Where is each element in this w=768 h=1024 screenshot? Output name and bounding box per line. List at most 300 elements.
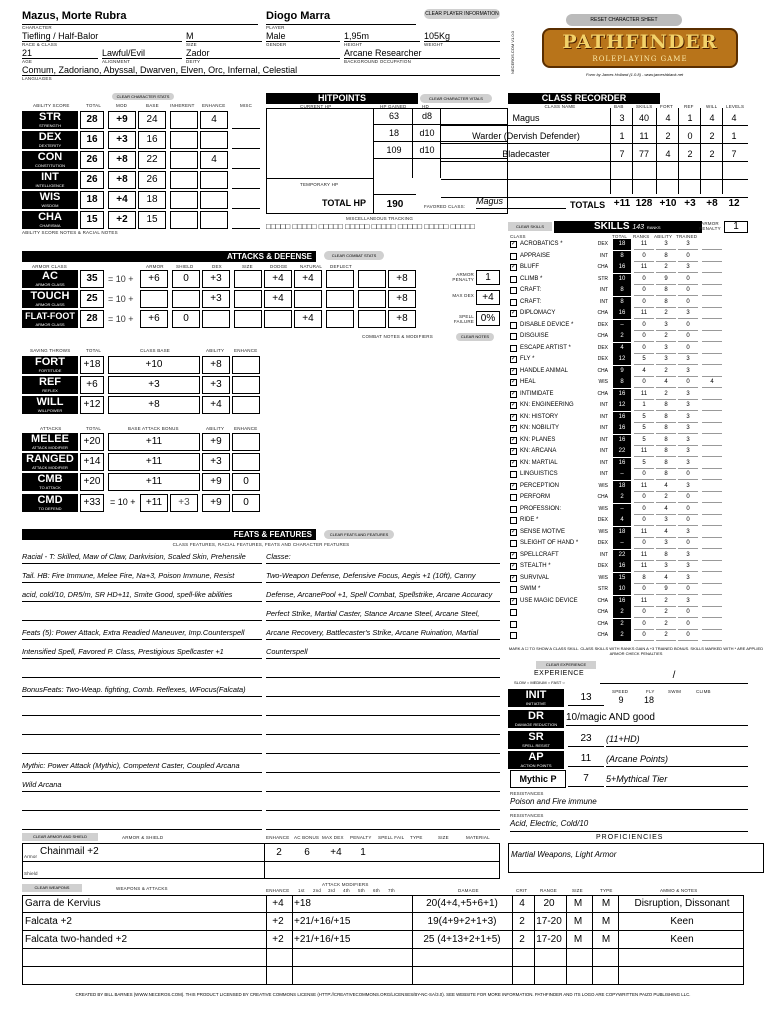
max-dex-value[interactable]: +4 bbox=[476, 290, 500, 305]
checked-checkbox-icon[interactable]: ✓ bbox=[511, 379, 517, 385]
ac-dex[interactable]: +3 bbox=[202, 270, 230, 288]
feature-line[interactable] bbox=[266, 793, 500, 811]
class-skills-row[interactable]: 77 bbox=[638, 149, 649, 159]
feature-line[interactable]: Perfect Strike, Martial Caster, Stance Arcane Steel, Arcane Steel, bbox=[266, 603, 500, 621]
skill-row[interactable]: ✓ PERCEPTION WIS 18 11 4 3 bbox=[508, 481, 764, 492]
flat-natural[interactable]: +4 bbox=[294, 310, 322, 328]
flat-size[interactable] bbox=[234, 310, 262, 328]
total-hp-value[interactable]: 190 bbox=[374, 194, 416, 214]
feat-line[interactable]: Intensified Spell, Favored P. Class, Prestigious Spellcaster +1 bbox=[22, 641, 262, 659]
clear-weapons-button[interactable]: CLEAR WEAPONS bbox=[22, 884, 82, 892]
skill-row[interactable]: ✓ SURVIVAL WIS 15 8 4 3 bbox=[508, 573, 764, 584]
checkbox-icon[interactable] bbox=[510, 506, 517, 513]
ability-con-enhance[interactable]: 4 bbox=[200, 151, 228, 169]
class-ref-row[interactable]: 1 bbox=[687, 113, 693, 123]
checkbox-icon[interactable] bbox=[510, 609, 517, 616]
feature-line[interactable] bbox=[266, 812, 500, 830]
checked-checkbox-icon[interactable]: ✓ bbox=[511, 459, 517, 466]
feat-line[interactable] bbox=[22, 660, 262, 678]
resist1-value[interactable]: Poison and Fire immune bbox=[510, 797, 748, 810]
attack-melee-base[interactable]: +11 bbox=[108, 433, 200, 451]
attack-melee-ability[interactable]: +9 bbox=[202, 433, 230, 451]
size-field[interactable]: M bbox=[186, 31, 262, 42]
checked-checkbox-icon[interactable]: ✓ bbox=[511, 563, 517, 569]
feat-line[interactable]: Racial - T: Skilled, Maw of Claw, Darkvision, Scaled Skin, Prehensile bbox=[22, 546, 262, 564]
ability-wis-mod[interactable]: +4 bbox=[108, 191, 136, 209]
class-bab-row[interactable]: 7 bbox=[619, 149, 625, 159]
class-fort-row[interactable]: 4 bbox=[665, 149, 671, 159]
attack-ranged-ability[interactable]: +3 bbox=[202, 453, 230, 471]
ability-cha-inherent[interactable] bbox=[170, 211, 198, 229]
hd-row[interactable]: d10 bbox=[419, 145, 435, 155]
ability-con-misc[interactable] bbox=[232, 151, 260, 169]
proficiencies-field[interactable]: Martial Weapons, Light Armor bbox=[508, 843, 764, 873]
skill-row[interactable]: ✓ HEAL WIS 8 0 4 0 4 bbox=[508, 377, 764, 388]
cmd-total[interactable]: +33 bbox=[80, 494, 104, 512]
feature-line[interactable]: Counterspell bbox=[266, 641, 500, 659]
character-name-field[interactable]: Mazus, Morte Rubra bbox=[22, 10, 258, 25]
skill-row[interactable]: ✓ FLY * DEX 12 5 3 3 bbox=[508, 354, 764, 365]
attack-iteration-header: 6th bbox=[373, 888, 380, 893]
gender-field[interactable]: Male bbox=[266, 31, 340, 42]
feat-line[interactable] bbox=[22, 812, 262, 830]
checked-checkbox-icon[interactable]: ✓ bbox=[511, 425, 517, 431]
attack-cmb-base[interactable]: +11 bbox=[108, 473, 200, 491]
class-skills-row[interactable]: 11 bbox=[639, 131, 649, 141]
init-value[interactable]: 13 bbox=[568, 690, 604, 706]
weight-field[interactable]: 105Kg bbox=[424, 31, 500, 42]
save-ref-base[interactable]: +3 bbox=[108, 376, 200, 394]
ability-str-base[interactable]: 24 bbox=[138, 111, 166, 129]
weapon-row[interactable]: Garra de Kervius +4 +18 20(4+4,+5+6+1) 4 20 M M Disruption, Dissonant bbox=[22, 895, 744, 913]
mythic-note[interactable]: 5+Mythical Tier bbox=[606, 771, 748, 787]
touch-shield[interactable] bbox=[172, 290, 200, 308]
weapon-col-divider bbox=[566, 895, 567, 985]
checked-checkbox-icon[interactable]: ✓ bbox=[511, 574, 517, 581]
touch-natural[interactable] bbox=[294, 290, 322, 308]
flat-misc[interactable]: +8 bbox=[388, 310, 416, 328]
feature-line[interactable] bbox=[266, 736, 500, 754]
height-field[interactable]: 1,95m bbox=[344, 31, 420, 42]
weapon-row[interactable] bbox=[22, 967, 744, 985]
armor-enhance[interactable]: 2 bbox=[276, 847, 282, 858]
skill-row[interactable]: ✓ DIPLOMACY CHA 16 11 2 3 bbox=[508, 308, 764, 319]
ap-note[interactable]: (Arcane Points) bbox=[606, 751, 748, 767]
saves-header: SAVING THROWS bbox=[30, 348, 71, 353]
armor-col-header: MATERIAL bbox=[466, 835, 490, 840]
skill-row[interactable]: ✓ INTIMIDATE CHA 16 11 2 3 bbox=[508, 389, 764, 400]
clear-feats-button[interactable]: CLEAR FEATS AND FEATURES bbox=[324, 530, 394, 539]
ability-int-base[interactable]: 26 bbox=[138, 171, 166, 189]
ac-armor[interactable]: +6 bbox=[140, 270, 168, 288]
feat-line[interactable]: Tail. HB: Fire Immune, Melee Fire, Na+3, Poison Immune, Resist bbox=[22, 565, 262, 583]
touch-total[interactable]: 25 bbox=[80, 290, 104, 308]
attack-ranged-label: RANGED ATTACK MODIFIER bbox=[22, 453, 78, 471]
checkbox-icon[interactable] bbox=[510, 621, 517, 628]
attack-cmb-enhance[interactable]: 0 bbox=[232, 473, 260, 491]
armor-name[interactable]: Chainmail +2 bbox=[40, 846, 99, 857]
attack-ranged-enhance[interactable] bbox=[232, 453, 260, 471]
checked-checkbox-icon[interactable]: ✓ bbox=[511, 310, 517, 316]
feature-line[interactable]: Classe: bbox=[266, 546, 500, 564]
armor-penalty[interactable]: 1 bbox=[360, 847, 366, 858]
class-name-row[interactable]: Magus bbox=[512, 113, 540, 123]
ability-wis-base[interactable]: 18 bbox=[138, 191, 166, 209]
skill-row[interactable]: ✓ SENSE MOTIVE WIS 18 11 4 3 bbox=[508, 527, 764, 538]
checkbox-icon[interactable] bbox=[510, 494, 517, 501]
skill-row[interactable]: CLIMB * STR 10 0 9 0 bbox=[508, 274, 764, 285]
flat-deflect[interactable] bbox=[326, 310, 354, 328]
ac-label-block: AC ARMOR CLASS bbox=[22, 270, 78, 288]
ac-shield[interactable]: 0 bbox=[172, 270, 200, 288]
checked-checkbox-icon[interactable]: ✓ bbox=[511, 436, 517, 443]
checked-checkbox-icon[interactable]: ✓ bbox=[511, 402, 517, 408]
experience-field[interactable]: / bbox=[600, 670, 748, 684]
clear-skills-button[interactable]: CLEAR SKILLS bbox=[508, 222, 552, 231]
skill-row[interactable]: DISGUISE CHA 2 0 2 0 bbox=[508, 331, 764, 342]
feature-line[interactable] bbox=[266, 774, 500, 792]
ac-size[interactable] bbox=[234, 270, 262, 288]
checkbox-icon[interactable] bbox=[510, 345, 517, 352]
weapon-row[interactable]: Falcata +2 +2 +21/+16/+15 19(4+9+2+1+3) 2 17-20 M M Keen bbox=[22, 913, 744, 931]
feat-line[interactable] bbox=[22, 736, 262, 754]
checked-checkbox-icon[interactable]: ✓ bbox=[511, 413, 517, 420]
feat-line[interactable] bbox=[22, 717, 262, 735]
sr-value[interactable]: 23 bbox=[568, 731, 604, 747]
ability-wis-inherent[interactable] bbox=[170, 191, 198, 209]
feat-line[interactable]: Feats (5): Power Attack, Extra Readied Maneuver, Imp.Counterspell bbox=[22, 622, 262, 640]
alignment-field[interactable]: Lawful/Evil bbox=[102, 48, 182, 59]
save-ref-enhance[interactable] bbox=[232, 376, 260, 394]
alignment-label: ALIGNMENT bbox=[102, 59, 131, 64]
skills-armor-penalty-value[interactable]: 1 bbox=[724, 221, 748, 233]
background-field[interactable]: Arcane Researcher bbox=[344, 48, 500, 59]
class-fort-row[interactable]: 4 bbox=[665, 113, 671, 123]
cmd-str[interactable]: +9 bbox=[202, 494, 230, 512]
ability-dex-misc[interactable] bbox=[232, 131, 260, 149]
feature-line[interactable] bbox=[266, 717, 500, 735]
class-skills-row[interactable]: 40 bbox=[638, 113, 649, 123]
ability-cha-misc[interactable] bbox=[232, 211, 260, 229]
ability-cha-total[interactable]: 15 bbox=[80, 211, 104, 229]
class-bab-row[interactable]: 1 bbox=[619, 131, 625, 141]
hd-row[interactable]: d10 bbox=[419, 128, 435, 138]
class-bab-row[interactable]: 3 bbox=[619, 113, 625, 123]
touch-misc[interactable]: +8 bbox=[388, 290, 416, 308]
skill-row[interactable]: ✓ KN: ENGINEERING INT 12 1 8 3 bbox=[508, 400, 764, 411]
attack-melee-total[interactable]: +20 bbox=[80, 433, 104, 451]
ability-score-header: ABILITY SCORE bbox=[33, 103, 70, 108]
player-name-field[interactable]: Diogo Marra bbox=[266, 10, 416, 25]
totals-label: TOTALS bbox=[570, 200, 606, 210]
armor-ac-bonus[interactable]: 6 bbox=[304, 847, 310, 858]
feat-line[interactable]: Wild Arcana bbox=[22, 774, 262, 792]
checkbox-icon[interactable] bbox=[510, 586, 517, 593]
favored-class-field[interactable]: Magus bbox=[476, 196, 566, 209]
ac-total[interactable]: 35 bbox=[80, 270, 104, 288]
save-ref-total[interactable]: +6 bbox=[80, 376, 104, 394]
attack-mods-header: ATTACK MODIFIERS bbox=[322, 882, 369, 887]
ac-deflect[interactable] bbox=[326, 270, 354, 288]
favored-class-label: FAVORED CLASS: bbox=[424, 204, 466, 209]
skill-row[interactable]: CRAFT: INT 8 0 8 0 bbox=[508, 297, 764, 308]
skill-row[interactable]: ✓ SPELLCRAFT INT 22 11 8 3 bbox=[508, 550, 764, 561]
checked-checkbox-icon[interactable]: ✓ bbox=[511, 482, 517, 489]
flat-armor[interactable]: +6 bbox=[140, 310, 168, 328]
feature-line[interactable]: Two-Weapon Defense, Defensive Focus, Aegis +1 (10ft), Canny bbox=[266, 565, 500, 583]
skill-row[interactable]: ✓ HANDLE ANIMAL CHA 9 4 2 3 bbox=[508, 366, 764, 377]
ability-con-inherent[interactable] bbox=[170, 151, 198, 169]
checked-checkbox-icon[interactable]: ✓ bbox=[511, 356, 517, 362]
class-col-divider bbox=[678, 108, 679, 194]
class-will-row[interactable]: 2 bbox=[709, 149, 715, 159]
class-levels-row[interactable]: 7 bbox=[731, 149, 737, 159]
ac-dodge[interactable]: +4 bbox=[264, 270, 292, 288]
checkbox-icon[interactable] bbox=[510, 517, 517, 524]
save-fort-enhance[interactable] bbox=[232, 356, 260, 374]
ability-con-base[interactable]: 22 bbox=[138, 151, 166, 169]
checked-checkbox-icon[interactable]: ✓ bbox=[511, 551, 517, 558]
skill-row[interactable]: ✓ KN: ARCANA INT 22 11 8 3 bbox=[508, 446, 764, 457]
skill-row[interactable]: ✓ KN: PLANES INT 16 5 8 3 bbox=[508, 435, 764, 446]
skill-row[interactable]: PROFESSION: WIS – 0 4 0 bbox=[508, 504, 764, 515]
clear-experience-button[interactable]: CLEAR EXPERIENCE bbox=[536, 661, 596, 669]
feature-line[interactable] bbox=[266, 755, 500, 773]
attack-ranged-base[interactable]: +11 bbox=[108, 453, 200, 471]
languages-field[interactable]: Comum, Zadoriano, Abyssal, Dwarven, Elven, Orc, Infernal, Celestial bbox=[22, 65, 500, 76]
experience-speed-options[interactable]: SLOW ○ MEDIUM ○ FAST ○ bbox=[514, 680, 565, 685]
current-hp-field[interactable] bbox=[266, 108, 374, 178]
checkbox-icon[interactable] bbox=[510, 333, 517, 340]
ability-str-enhance[interactable]: 4 bbox=[200, 111, 228, 129]
skill-row[interactable]: ✓ USE MAGIC DEVICE CHA 16 11 2 3 bbox=[508, 596, 764, 607]
touch-dodge[interactable]: +4 bbox=[264, 290, 292, 308]
checked-checkbox-icon[interactable]: ✓ bbox=[511, 241, 517, 247]
attack-melee-enhance[interactable] bbox=[232, 433, 260, 451]
ability-dex-enhance[interactable] bbox=[200, 131, 228, 149]
ability-dex-total[interactable]: 16 bbox=[80, 131, 104, 149]
clear-character-stats-button[interactable]: CLEAR CHARACTER STATS bbox=[112, 93, 174, 100]
feature-line[interactable] bbox=[266, 660, 500, 678]
clear-combat-button[interactable]: CLEAR COMBAT STATS bbox=[324, 251, 384, 260]
class-levels-row[interactable]: 4 bbox=[731, 113, 737, 123]
checkbox-icon[interactable] bbox=[510, 471, 517, 478]
skill-row[interactable]: ✓ ACROBATICS * DEX 18 11 3 3 bbox=[508, 239, 764, 250]
ability-wis-enhance[interactable] bbox=[200, 191, 228, 209]
skill-row[interactable]: PERFORM CHA 2 0 2 0 bbox=[508, 492, 764, 503]
skill-row[interactable]: DISABLE DEVICE * DEX – 0 3 0 bbox=[508, 320, 764, 331]
save-fort-total[interactable]: +18 bbox=[80, 356, 104, 374]
feature-line[interactable] bbox=[266, 698, 500, 716]
skill-row[interactable]: SWIM * STR 10 0 9 0 bbox=[508, 584, 764, 595]
flat-dex[interactable] bbox=[202, 310, 230, 328]
age-field[interactable]: 21 bbox=[22, 48, 98, 59]
race-field[interactable]: Tiefling / Half-Balor bbox=[22, 31, 182, 42]
feat-line[interactable]: Mythic: Power Attack (Mythic), Competent Caster, Coupled Arcana bbox=[22, 755, 262, 773]
ability-cha-mod[interactable]: +2 bbox=[108, 211, 136, 229]
misc-tracking-boxes[interactable]: □□□□□ □□□□□ □□□□□ □□□□□ □□□□□ □□□□□ □□□□□ □□□□□ bbox=[266, 222, 475, 231]
clear-player-button[interactable]: CLEAR PLAYER INFORMATION bbox=[425, 11, 499, 17]
touch-dex[interactable]: +3 bbox=[202, 290, 230, 308]
hp-gained-row[interactable]: 109 bbox=[386, 145, 402, 155]
hd-row[interactable]: d8 bbox=[421, 111, 432, 121]
feature-line[interactable]: Defense, ArcanePool +1, Spell Combat, Spellstrike, Arcane Accuracy bbox=[266, 584, 500, 602]
spell-failure-value[interactable]: 0% bbox=[476, 311, 500, 326]
ability-con-mod[interactable]: +8 bbox=[108, 151, 136, 169]
clear-armor-button[interactable]: CLEAR ARMOR AND SHIELD bbox=[22, 833, 98, 841]
checkbox-icon[interactable] bbox=[510, 632, 517, 639]
weapon-col-header: AMMO & NOTES bbox=[660, 888, 698, 893]
checkbox-icon[interactable] bbox=[510, 287, 517, 294]
checked-checkbox-icon[interactable]: ✓ bbox=[511, 390, 517, 397]
armor-max-dex[interactable]: +4 bbox=[330, 847, 342, 858]
skill-row[interactable]: ✓ KN: HISTORY INT 16 5 8 3 bbox=[508, 412, 764, 423]
current-hp-label: CURRENT HP bbox=[300, 104, 332, 109]
attack-cmb-ability[interactable]: +9 bbox=[202, 473, 230, 491]
sr-note[interactable]: (11+HD) bbox=[606, 731, 748, 747]
player-label: PLAYER bbox=[266, 25, 285, 30]
temp-hp-field[interactable] bbox=[266, 178, 374, 214]
skill-row[interactable]: ✓ KN: NOBILITY INT 16 5 8 3 bbox=[508, 423, 764, 434]
ability-con-total[interactable]: 26 bbox=[80, 151, 104, 169]
feature-line[interactable]: Arcane Recovery, Battlecaster's Strike, Arcane Ruination, Martial bbox=[266, 622, 500, 640]
speed-value[interactable]: 9 bbox=[618, 695, 624, 705]
ability-wis-total[interactable]: 18 bbox=[80, 191, 104, 209]
hp-gained-row[interactable]: 18 bbox=[388, 128, 399, 138]
skill-row[interactable]: ESCAPE ARTIST * DEX 4 0 3 0 bbox=[508, 343, 764, 354]
checked-checkbox-icon[interactable]: ✓ bbox=[511, 448, 517, 454]
class-will-row[interactable]: 2 bbox=[709, 131, 715, 141]
checkbox-icon[interactable] bbox=[510, 322, 517, 329]
clear-notes-button[interactable]: CLEAR NOTES bbox=[456, 333, 494, 341]
flat-shield[interactable]: 0 bbox=[172, 310, 200, 328]
cmd-dex[interactable]: +3 bbox=[170, 494, 198, 512]
flat-x1[interactable] bbox=[358, 310, 386, 328]
skill-row[interactable]: CHA 2 0 2 0 bbox=[508, 619, 764, 630]
feat-line[interactable] bbox=[22, 698, 262, 716]
checkbox-icon[interactable] bbox=[510, 253, 517, 260]
ability-cha-base[interactable]: 15 bbox=[138, 211, 166, 229]
armor-penalty-value[interactable]: 1 bbox=[476, 270, 500, 285]
checked-checkbox-icon[interactable]: ✓ bbox=[511, 597, 517, 604]
class-ref-row[interactable]: 2 bbox=[687, 149, 693, 159]
checked-checkbox-icon[interactable]: ✓ bbox=[511, 528, 517, 535]
attack-iteration-header: 4th bbox=[343, 888, 350, 893]
save-will-total[interactable]: +12 bbox=[80, 396, 104, 414]
class-ref-row[interactable]: 0 bbox=[687, 131, 693, 141]
ability-str-total[interactable]: 28 bbox=[80, 111, 104, 129]
class-name-row[interactable]: Warder (Dervish Defender) bbox=[472, 131, 580, 141]
skill-row[interactable]: RIDE * DEX 4 0 3 0 bbox=[508, 515, 764, 526]
ac-x1[interactable] bbox=[358, 270, 386, 288]
ability-cha-enhance[interactable] bbox=[200, 211, 228, 229]
feat-line[interactable]: acid, cold/10, DR5/m, SR HD+11, Smite Good, spell-like abilities bbox=[22, 584, 262, 602]
ac-natural[interactable]: +4 bbox=[294, 270, 322, 288]
feat-line[interactable] bbox=[22, 793, 262, 811]
skill-row[interactable]: ✓ KN: MARTIAL INT 16 5 8 3 bbox=[508, 458, 764, 469]
skill-row[interactable]: APPRAISE INT 8 0 8 0 bbox=[508, 251, 764, 262]
skill-row[interactable]: ✓ STEALTH * DEX 16 11 3 3 bbox=[508, 561, 764, 572]
hp-gained-row[interactable]: 63 bbox=[388, 111, 399, 121]
skill-row[interactable]: CHA 2 0 2 0 bbox=[508, 607, 764, 618]
save-fort-base[interactable]: +10 bbox=[108, 356, 200, 374]
ability-wis-misc[interactable] bbox=[232, 191, 260, 209]
flat-total[interactable]: 28 bbox=[80, 310, 104, 328]
attack-cmb-total[interactable]: +20 bbox=[80, 473, 104, 491]
fly-value[interactable]: 18 bbox=[643, 695, 654, 705]
save-will-ability[interactable]: +4 bbox=[202, 396, 230, 414]
ability-int-mod[interactable]: +8 bbox=[108, 171, 136, 189]
ap-value[interactable]: 11 bbox=[568, 751, 604, 767]
mythic-value[interactable]: 7 bbox=[568, 771, 604, 787]
skill-row[interactable]: SLEIGHT OF HAND * DEX – 0 3 0 bbox=[508, 538, 764, 549]
skill-row[interactable]: CRAFT: INT 8 0 8 0 bbox=[508, 285, 764, 296]
ability-str-mod[interactable]: +9 bbox=[108, 111, 136, 129]
clear-vitals-button[interactable]: CLEAR CHARACTER VITALS bbox=[420, 94, 492, 103]
attacks-bab-header: BASE ATTACK BONUS bbox=[128, 426, 179, 431]
ability-int-misc[interactable] bbox=[232, 171, 260, 189]
ability-dex-mod[interactable]: +3 bbox=[108, 131, 136, 149]
feature-line[interactable] bbox=[266, 679, 500, 697]
save-fort-ability[interactable]: +8 bbox=[202, 356, 230, 374]
cmd-extra[interactable]: 0 bbox=[232, 494, 260, 512]
class-levels-row[interactable]: 1 bbox=[731, 131, 737, 141]
skill-row[interactable]: LINGUISTICS INT – 0 8 0 bbox=[508, 469, 764, 480]
ability-dex-inherent[interactable] bbox=[170, 131, 198, 149]
ability-dex-base[interactable]: 16 bbox=[138, 131, 166, 149]
skill-row[interactable]: ✓ BLUFF CHA 16 11 2 3 bbox=[508, 262, 764, 273]
save-will-base[interactable]: +8 bbox=[108, 396, 200, 414]
reset-sheet-button[interactable]: RESET CHARACTER SHEET bbox=[566, 14, 682, 26]
resist2-value[interactable]: Acid, Electric, Cold/10 bbox=[510, 819, 748, 832]
checkbox-icon[interactable] bbox=[510, 276, 517, 283]
cmd-base[interactable]: +11 bbox=[140, 494, 168, 512]
touch-x1[interactable] bbox=[358, 290, 386, 308]
deity-field[interactable]: Zador bbox=[186, 48, 340, 59]
touch-deflect[interactable] bbox=[326, 290, 354, 308]
class-col-divider bbox=[632, 108, 633, 194]
ac-misc[interactable]: +8 bbox=[388, 270, 416, 288]
checkbox-icon[interactable] bbox=[510, 540, 517, 547]
checked-checkbox-icon[interactable]: ✓ bbox=[511, 264, 517, 270]
touch-armor[interactable] bbox=[140, 290, 168, 308]
class-name-row[interactable]: Bladecaster bbox=[502, 149, 550, 159]
ability-str-misc[interactable] bbox=[232, 111, 260, 129]
attack-ranged-total[interactable]: +14 bbox=[80, 453, 104, 471]
save-ref-ability[interactable]: +3 bbox=[202, 376, 230, 394]
max-dex-label: MAX DEX bbox=[452, 293, 474, 298]
class-fort-row[interactable]: 2 bbox=[665, 131, 671, 141]
checkbox-icon[interactable] bbox=[510, 299, 517, 306]
init-label-block: INIT INITIATIVE bbox=[508, 689, 564, 707]
save-will-enhance[interactable] bbox=[232, 396, 260, 414]
skill-row[interactable]: CHA 2 0 2 0 bbox=[508, 630, 764, 641]
touch-size[interactable] bbox=[234, 290, 262, 308]
feat-line[interactable] bbox=[22, 603, 262, 621]
checked-checkbox-icon[interactable]: ✓ bbox=[511, 367, 517, 374]
class-will-row[interactable]: 4 bbox=[709, 113, 715, 123]
dr-value[interactable]: 10/magic AND good bbox=[566, 710, 748, 726]
ability-str-inherent[interactable] bbox=[170, 111, 198, 129]
ability-int-total[interactable]: 26 bbox=[80, 171, 104, 189]
ability-int-enhance[interactable] bbox=[200, 171, 228, 189]
ability-int-inherent[interactable] bbox=[170, 171, 198, 189]
flat-dodge[interactable] bbox=[264, 310, 292, 328]
ability-total-header: TOTAL bbox=[86, 103, 102, 108]
weapon-row[interactable]: Falcata two-handed +2 +2 +21/+16/+15 25 (4+13+2+1+5) 2 17-20 M M Keen bbox=[22, 931, 744, 949]
feat-line[interactable]: BonusFeats: Two-Weap. fighting, Comb. Reflexes, WFocus(Falcata) bbox=[22, 679, 262, 697]
weapon-row[interactable] bbox=[22, 949, 744, 967]
